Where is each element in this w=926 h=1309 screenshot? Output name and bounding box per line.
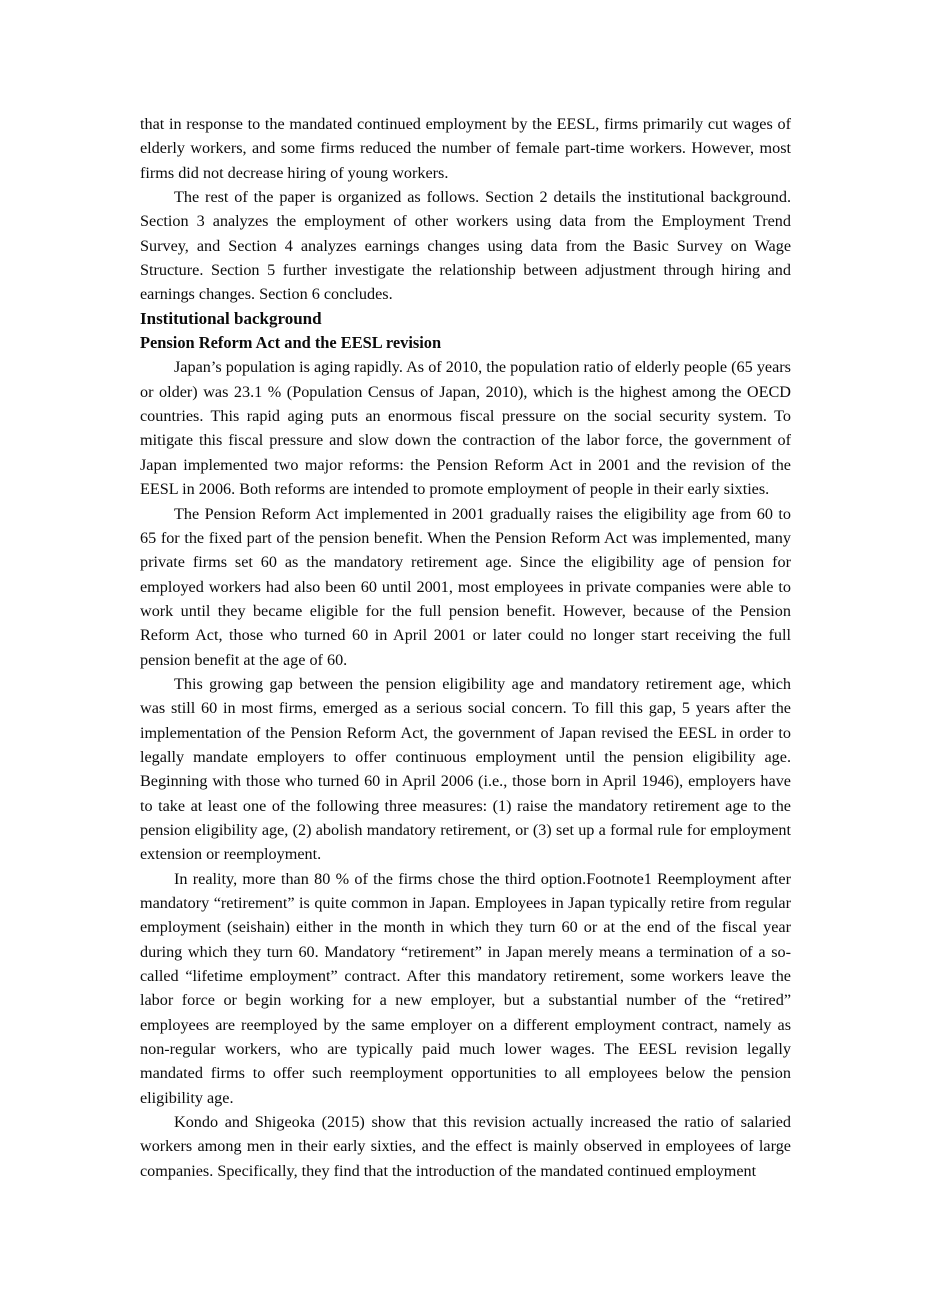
subsection-heading: Pension Reform Act and the EESL revision (140, 333, 442, 353)
paragraph: The Pension Reform Act implemented in 2001 gradually raises the eligibility age from 60 to 65 for the fixed part of the pension benefit. When the Pension Reform Act was implemented, many private firms set 60 as the mandatory retirement age. Since the eligibility age of pension for employed workers had also been 60 until 2001, most employees in private companies were able to work until they became eligible for the full pension benefit. However, because of the Pension Reform Act, those who turned 60 in April 2001 or later could no longer start receiving the full pension benefit at the age of 60. (140, 504, 791, 669)
paragraph: In reality, more than 80 % of the firms chose the third option.Footnote1 Reemployment after mandatory “retirement” is quite common in Japan. Employees in Japan typically retire from regular employment (seishain) either in the month in which they turn 60 or at the end of the fiscal year during which they turn 60. Mandatory “retirement” in Japan merely means a termination of a so-called “lifetime employment” contract. After this mandatory retirement, some workers leave the labor force or begin working for a new employer, but a substantial number of the “retired” employees are reemployed by the same employer on a different employment contract, namely as non-regular workers, who are typically paid much lower wages. The EESL revision legally mandated firms to offer such reemployment opportunities to all employees below the pension eligibility age. (140, 869, 791, 1107)
paragraph: that in response to the mandated continued employment by the EESL, firms primarily cut wages of elderly workers, and some firms reduced the number of female part-time workers. However, most firms did not decrease hiring of young workers. (140, 115, 791, 182)
paragraph: Kondo and Shigeoka (2015) show that this revision actually increased the ratio of salaried workers among men in their early sixties, and the effect is mainly observed in employees of large companies. Specifically, they find that the introduction of the mandated continued employment (140, 1113, 791, 1180)
paragraph: The rest of the paper is organized as follows. Section 2 details the institutional background. Section 3 analyzes the employment of other workers using data from the Employment Trend Survey, and Section 4 analyzes earnings changes using data from the Basic Survey on Wage Structure. Section 5 further investigate the relationship between adjustment through hiring and earnings changes. Section 6 concludes. (140, 188, 791, 304)
paragraph: Japan’s population is aging rapidly. As of 2010, the population ratio of elderly people (65 years or older) was 23.1 % (Population Census of Japan, 2010), which is the highest among the OECD countries. This rapid aging puts an enormous fiscal pressure on the social security system. To mitigate this fiscal pressure and slow down the contraction of the labor force, the government of Japan implemented two major reforms: the Pension Reform Act in 2001 and the revision of the EESL in 2006. Both reforms are intended to promote employment of people in their early sixties. (140, 358, 791, 499)
page-body (140, 112, 791, 1183)
paragraph: This growing gap between the pension eligibility age and mandatory retirement age, which was still 60 in most firms, emerged as a serious social concern. To fill this gap, 5 years after the implementation of the Pension Reform Act, the government of Japan revised the EESL in order to legally mandate employers to offer continuous employment until the pension eligibility age. Beginning with those who turned 60 in April 2006 (i.e., those born in April 1946), employers have to take at least one of the following three measures: (1) raise the mandatory retirement age to the pension eligibility age, (2) abolish mandatory retirement, or (3) set up a formal rule for employment extension or reemployment. (140, 674, 791, 864)
section-heading: Institutional background (140, 308, 322, 328)
